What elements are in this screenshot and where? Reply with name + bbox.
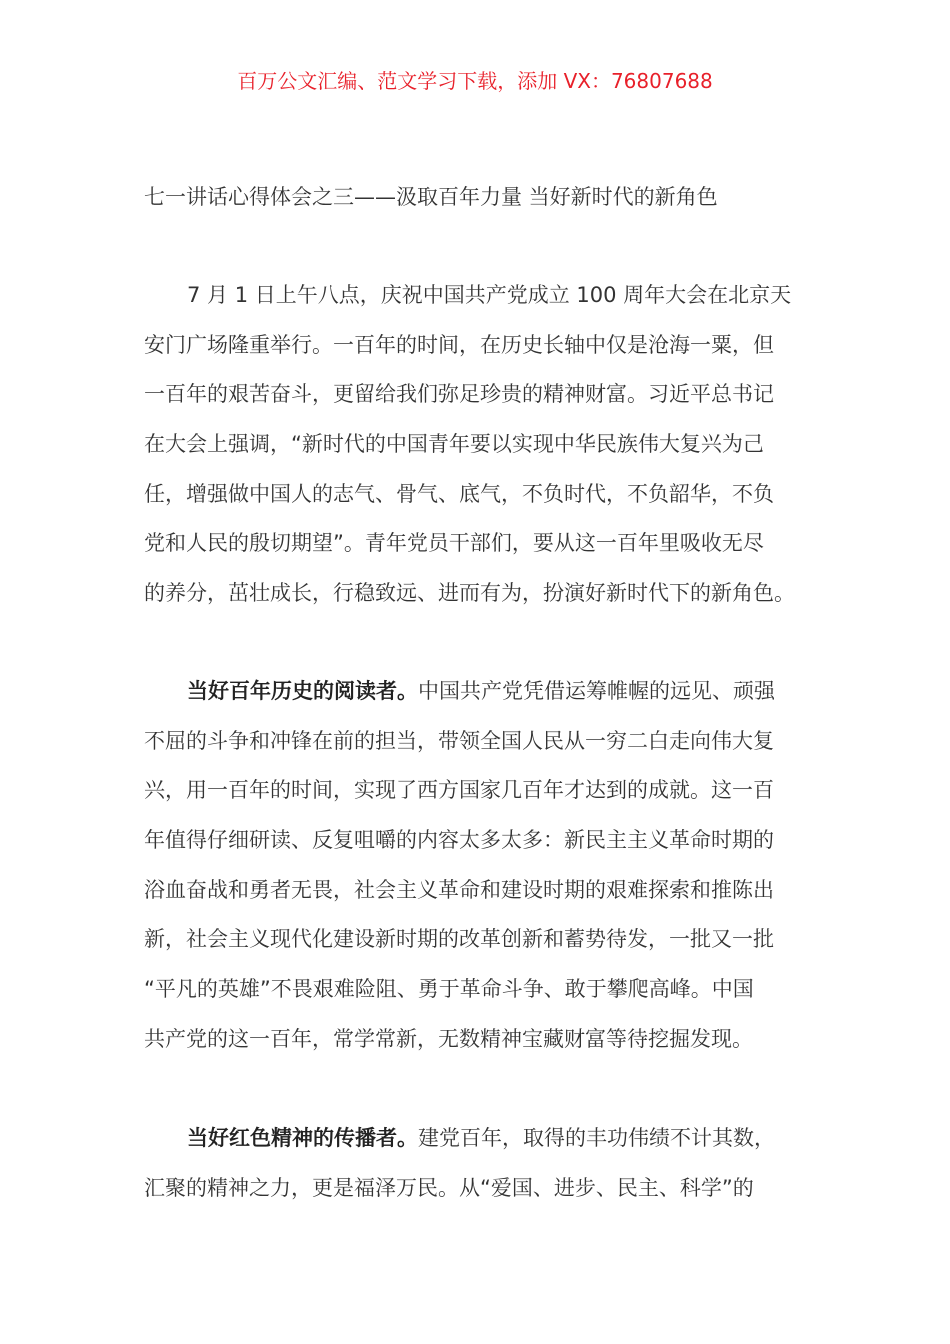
paragraph-1 <box>144 271 794 619</box>
line-text: 的养分，茁壮成长，行稳致远、进而有为，扮演好新时代下的新角色。 <box>144 581 795 606</box>
line-text: 建党百年，取得的丰功伟绩不计其数， <box>418 1126 775 1150</box>
line-text: 汇聚的精神之力，更是福泽万民。从“爱国、进步、民主、科学”的 <box>144 1175 754 1200</box>
text-line <box>144 420 794 470</box>
line-text: “平凡的英雄”不畏艰难险阻、勇于革命斗争、敢于攀爬高峰。中国 <box>144 977 754 1002</box>
paragraph-lead: 当好百年历史的阅读者。 <box>187 679 418 703</box>
paragraph-2 <box>144 667 794 1065</box>
text-line <box>144 965 794 1015</box>
text-line <box>144 816 794 866</box>
line-text: 年值得仔细研读、反复咀嚼的内容太多太多：新民主主义革命时期的 <box>144 828 774 853</box>
paragraph-3 <box>144 1114 794 1213</box>
text-line <box>144 766 794 816</box>
text-line <box>144 667 794 717</box>
text-line <box>144 1114 794 1164</box>
text-line <box>144 915 794 965</box>
line-text: 安门广场隆重举行。一百年的时间，在历史长轴中仅是沧海一粟，但 <box>144 332 774 357</box>
header-banner: 百万公文汇编、范文学习下载，添加 VX：76807688 <box>237 69 713 93</box>
line-text: 7 月 1 日上午八点，庆祝中国共产党成立 100 周年大会在北京天 <box>187 283 792 307</box>
document-title: 七一讲话心得体会之三——汲取百年力量 当好新时代的新角色 <box>144 185 718 209</box>
text-line <box>144 569 794 619</box>
text-line <box>144 470 794 520</box>
text-line <box>144 519 794 569</box>
line-text: 一百年的艰苦奋斗，更留给我们弥足珍贵的精神财富。习近平总书记 <box>144 382 774 407</box>
line-text: 任，增强做中国人的志气、骨气、底气，不负时代，不负韶华，不负 <box>144 481 774 506</box>
line-text: 浴血奋战和勇者无畏，社会主义革命和建设时期的艰难探索和推陈出 <box>144 877 774 902</box>
paragraph-lead: 当好红色精神的传播者。 <box>187 1126 418 1150</box>
line-text: 在大会上强调，“新时代的中国青年要以实现中华民族伟大复兴为己 <box>144 432 764 457</box>
line-text: 中国共产党凭借运筹帷幄的远见、顽强 <box>418 679 775 703</box>
text-line <box>144 370 794 420</box>
line-text: 不屈的斗争和冲锋在前的担当，带领全国人民从一穷二白走向伟大复 <box>144 728 774 753</box>
text-line <box>144 321 794 371</box>
line-text: 新，社会主义现代化建设新时期的改革创新和蓄势待发，一批又一批 <box>144 927 774 952</box>
line-text: 党和人民的殷切期望”。青年党员干部们，要从这一百年里吸收无尽 <box>144 531 764 556</box>
text-line <box>144 1164 794 1214</box>
line-text: 共产党的这一百年，常学常新，无数精神宝藏财富等待挖掘发现。 <box>144 1026 753 1051</box>
text-line <box>144 866 794 916</box>
text-line <box>144 271 794 321</box>
line-text: 兴，用一百年的时间，实现了西方国家几百年才达到的成就。这一百 <box>144 778 774 803</box>
text-line <box>144 1015 794 1065</box>
text-line <box>144 717 794 767</box>
